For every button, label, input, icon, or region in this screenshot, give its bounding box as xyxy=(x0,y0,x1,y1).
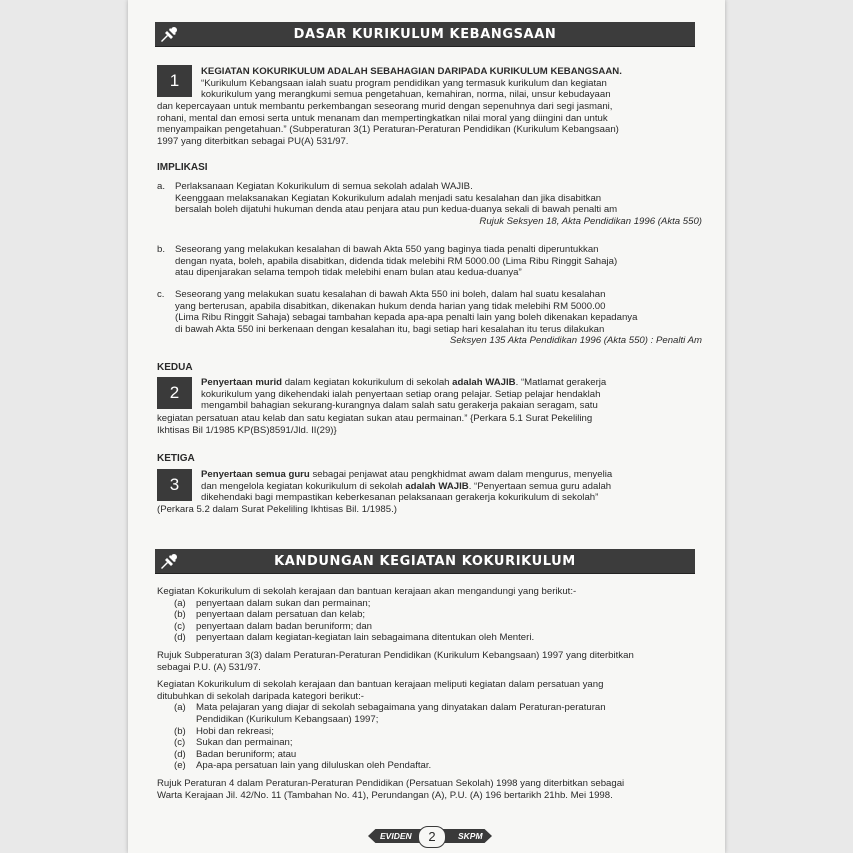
kandungan-intro: Kegiatan Kokurikulum di sekolah kerajaan dan bantuan kerajaan akan mengandungi yang berikut:- xyxy=(157,586,577,597)
ketiga-heading: KETIGA xyxy=(157,453,195,464)
item1-line: “Kurikulum Kebangsaan ialah suatu program pendidikan yang termasuk kurikulum dan kegiatan xyxy=(201,77,607,89)
section-title: KANDUNGAN KEGIATAN KOKURIKULUM xyxy=(274,553,576,569)
kedua-line: mengambil bahagian sekurang-kurangnya dalam salah satu gerakerja pakaian seragam, satu xyxy=(201,400,598,412)
implikasi-line: atau dipenjarakan selama tempoh tidak melebihi enam bulan atau kedua-duanya” xyxy=(175,267,522,279)
kandungan-final: Warta Kerajaan Jil. 42/No. 11 (Tambahan No. 41), Perundangan (A), P.U. (A) 196 bertarikh 21hb. Mei 1998. xyxy=(157,789,613,801)
section-banner-kandungan xyxy=(155,549,695,573)
implikasi-ref: Seksyen 135 Akta Pendidikan 1996 (Akta 550) : Penalti Am xyxy=(449,335,702,347)
kandungan-final: Rujuk Peraturan 4 dalam Peraturan-Peraturan Pendidikan (Persatuan Sekolah) 1998 yang diterbitkan sebagai xyxy=(157,777,625,789)
list-label: (b) xyxy=(174,609,186,621)
kandungan-ref: sebagai P.U. (A) 531/97. xyxy=(157,661,261,673)
implikasi-item-a xyxy=(157,181,702,227)
list-label: (a) xyxy=(174,702,186,714)
list-text: penyertaan dalam persatuan dan kelab; xyxy=(196,609,366,621)
implikasi-line: Keenggaan melaksanakan Kegiatan Kokurikulum adalah menjadi satu kesalahan dan jika disabitkan xyxy=(175,192,602,204)
implikasi-item-b xyxy=(157,244,702,279)
item1-line: dan kepercayaan untuk membantu perkembangan seseorang murid dengan sepenuhnya dari segi jasmani, xyxy=(157,101,613,112)
item1-line: rohani, mental dan emosi serta untuk menanam dan mempertingkatkan nilai moral yang diingini dan untuk xyxy=(157,112,608,124)
item1-line: kokurikulum yang merangkumi semua pengetahuan, kemahiran, norma, nilai, unsur kebudayaan xyxy=(201,89,611,101)
kedua-bold: Penyertaan murid xyxy=(201,377,283,388)
implikasi-line: dengan nyata, boleh, apabila disabitkan, didenda tidak melebihi RM 5000.00 (Lima Ribu Ringgit Sahaja) xyxy=(175,255,618,267)
implikasi-line: Seseorang yang melakukan suatu kesalahan di bawah Akta 550 ini boleh, dalam hal suatu kesalahan xyxy=(175,289,606,300)
item1-heading-text: KEGIATAN KOKURIKULUM ADALAH SEBAHAGIAN DARIPADA KURIKULUM KEBANGSAAN. xyxy=(201,66,622,77)
item1-line: 1997 yang diterbitkan sebagai PU(A) 531/97. xyxy=(157,135,349,147)
ketiga-text: . “Penyertaan semua guru adalah xyxy=(468,480,612,492)
list-label: a. xyxy=(157,181,166,192)
number-box-1: 1 xyxy=(157,65,192,97)
list-label: (b) xyxy=(174,725,186,737)
list-label: (d) xyxy=(174,748,186,760)
ketiga-line: (Perkara 5.2 dalam Surat Pekeliling Ikhtisas Bil. 1/1985.) xyxy=(157,504,397,515)
ketiga-text: dan mengelola kegiatan kokurikulum di sekolah xyxy=(201,480,406,492)
section-title: DASAR KURIKULUM KEBANGSAAN xyxy=(293,26,557,42)
list-label: (e) xyxy=(174,760,186,772)
list-label: (d) xyxy=(174,632,186,644)
kedua-line: kegiatan persatuan atau kelab dan satu kegiatan sukan atau permainan.” {Perkara 5.1 Surat Pekeliling xyxy=(157,413,593,424)
kedua-lead xyxy=(201,377,701,412)
kedua-text: . “Matlamat gerakerja xyxy=(515,377,607,388)
list-text: Sukan dan permainan; xyxy=(196,737,293,749)
implikasi-line: (Lima Ribu Ringgit Sahaja) sebagai tambahan kepada apa-apa penalti lain yang boleh dikenakan kepadanya xyxy=(175,312,638,324)
kedua-bold: adalah WAJIB xyxy=(452,377,516,388)
kedua-line: Ikhtisas Bil 1/1985 KP(BS)8591/Jld. II(29)} xyxy=(157,424,337,436)
item1-heading xyxy=(201,66,701,101)
kandungan-intro2: ditubuhkan di sekolah daripada kategori berikut:- xyxy=(157,690,364,702)
list-text: penyertaan dalam kegiatan-kegiatan lain sebagaimana ditentukan oleh Menteri. xyxy=(196,632,535,644)
list-label xyxy=(174,714,196,726)
footer-skpm: SKPM xyxy=(458,831,483,841)
list-text: penyertaan dalam sukan dan permainan; xyxy=(196,597,371,609)
ketiga-text: sebagai penjawat atau pengkhidmat awam dalam mengurus, menyelia xyxy=(309,469,613,480)
section-banner-dasar xyxy=(155,22,695,46)
page-footer xyxy=(368,826,492,846)
implikasi-line: Seseorang yang melakukan kesalahan di bawah Akta 550 yang baginya tiada penalti diperuntukkan xyxy=(175,244,599,255)
item1-body xyxy=(157,101,702,147)
number-box-3: 3 xyxy=(157,469,192,501)
list-text: Hobi dan rekreasi; xyxy=(196,725,274,737)
list-text: Badan beruniform; atau xyxy=(196,748,297,760)
implikasi-line: yang berterusan, apabila disabitkan, dikenakan hukum denda harian yang tidak melebihi RM 5000.00 xyxy=(175,300,606,312)
implikasi-ref: Rujuk Seksyen 18, Akta Pendidikan 1996 (Akta 550) xyxy=(479,215,702,227)
list-text: penyertaan dalam badan beruniform; dan xyxy=(196,620,373,632)
ketiga-lead xyxy=(201,469,701,504)
kandungan-intro2: Kegiatan Kokurikulum di sekolah kerajaan dan bantuan kerajaan meliputi kegiatan dalam persatuan yang xyxy=(157,679,604,691)
kedua-body xyxy=(157,413,702,436)
kedua-line: kokurikulum yang dikehendaki ialah penyertaan setiap orang pelajar. Setiap pelajar hendaklah xyxy=(201,388,601,400)
kandungan-ref: Rujuk Subperaturan 3(3) dalam Peraturan-Peraturan Pendidikan (Kurikulum Kebangsaan) 1997 yang diterbitkan xyxy=(157,649,634,661)
list-label: b. xyxy=(157,244,166,255)
ketiga-line: dikehendaki bagi mempastikan keberkesanan pelaksanaan gerakerja kokurikulum di sekolah” xyxy=(201,492,599,504)
footer-eviden: EVIDEN xyxy=(380,831,412,841)
list-label: (c) xyxy=(174,620,186,632)
number-box-2: 2 xyxy=(157,377,192,409)
implikasi-item-c xyxy=(157,289,702,347)
implikasi-line: di bawah Akta 550 ini berkenaan dengan kesalahan itu, bagi setiap hari kesalahan itu terus dilakukan xyxy=(175,323,605,335)
list-label: c. xyxy=(157,289,165,300)
list-text: Apa-apa persatuan lain yang diluluskan oleh Pendaftar. xyxy=(196,760,432,772)
implikasi-line: bersalah boleh dijatuhi hukuman denda atau penjara atau pun kedua-duanya sekali di bawah penalti am xyxy=(175,204,618,216)
implikasi-line: Perlaksanaan Kegiatan Kokurikulum di semua sekolah adalah WAJIB. xyxy=(175,181,473,192)
ketiga-bold: adalah WAJIB xyxy=(405,480,469,492)
implikasi-heading: IMPLIKASI xyxy=(157,162,208,173)
kedua-heading: KEDUA xyxy=(157,362,193,373)
ketiga-body xyxy=(157,504,702,516)
list-text: Mata pelajaran yang diajar di sekolah sebagaimana yang dinyatakan dalam Peraturan-peraturan xyxy=(196,702,606,714)
ketiga-bold: Penyertaan semua guru xyxy=(201,469,310,480)
kandungan-block xyxy=(157,586,702,801)
kedua-text: dalam kegiatan kokurikulum di sekolah xyxy=(282,377,453,388)
list-label: (c) xyxy=(174,737,186,749)
item1-line: menyampaikan pengetahuan.” (Subperaturan 3(1) Peraturan-Peraturan Pendidikan (Kurikulum Kebangsaan) xyxy=(157,124,619,136)
list-text: Pendidikan (Kurikulum Kebangsaan) 1997; xyxy=(196,713,379,725)
list-label: (a) xyxy=(174,597,186,609)
page-number: 2 xyxy=(418,826,446,848)
